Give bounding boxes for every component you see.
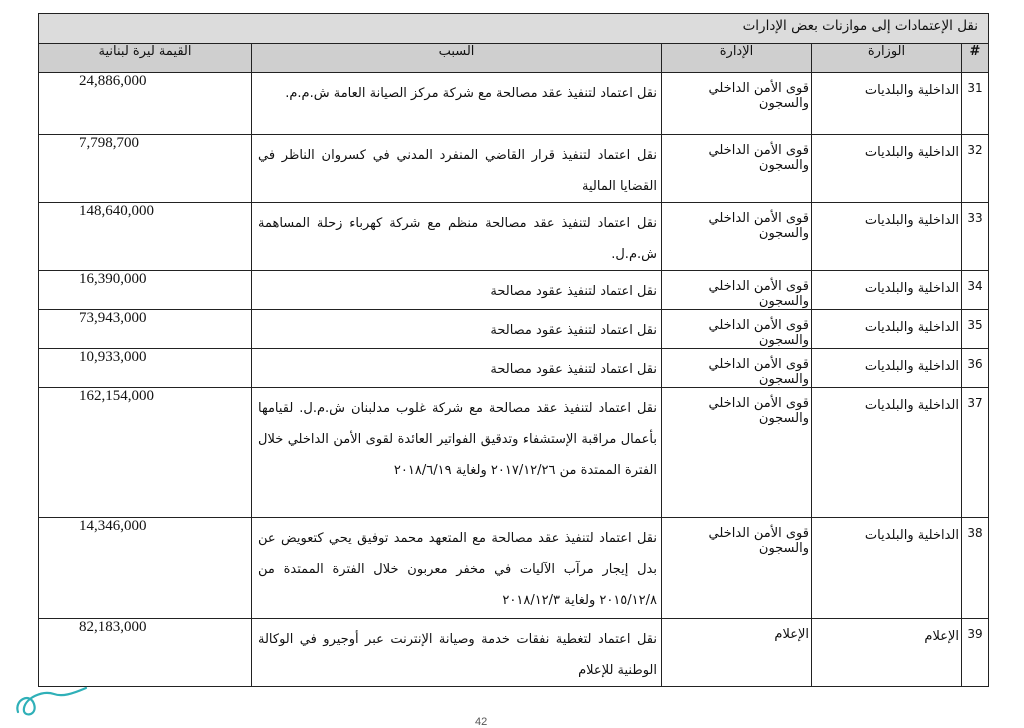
header-ministry: الوزارة <box>812 44 962 73</box>
signature-mark <box>12 682 92 722</box>
department-cell: قوى الأمن الداخلي والسجون <box>662 310 812 349</box>
value-cell: 73,943,000 <box>39 310 252 349</box>
reason-cell: نقل اعتماد لتنفيذ قرار القاضي المنفرد المدني في كسروان الناظر في القضايا المالية <box>252 135 662 203</box>
table-row <box>39 310 989 349</box>
reason-cell: نقل اعتماد لتغطية نفقات خدمة وصيانة الإنترنت عبر أوجيرو في الوكالة الوطنية للإعلام <box>252 619 662 687</box>
table-row <box>39 271 989 310</box>
reason-cell: نقل اعتماد لتنفيذ عقود مصالحة <box>252 271 662 310</box>
ministry-cell: الداخلية والبلديات <box>812 271 962 310</box>
value-cell: 162,154,000 <box>39 388 252 518</box>
value-cell: 7,798,700 <box>39 135 252 203</box>
table-row <box>39 135 989 203</box>
table-row <box>39 518 989 619</box>
table-header-row <box>39 44 989 73</box>
row-number: 39 <box>962 619 989 687</box>
table-row <box>39 619 989 687</box>
header-department: الإدارة <box>662 44 812 73</box>
ministry-cell: الداخلية والبلديات <box>812 388 962 518</box>
department-cell: قوى الأمن الداخلي والسجون <box>662 518 812 619</box>
reason-cell: نقل اعتماد لتنفيذ عقد مصالحة مع المتعهد محمد توفيق يحي كتعويض عن بدل إيجار مرآب الآليات في مخفر معربون خلال الفترة الممتدة من ٢٠١٥/١٢/٨ ولغاية ٢٠١٨/١٢/٣ <box>252 518 662 619</box>
value-cell: 24,886,000 <box>39 73 252 135</box>
department-cell: قوى الأمن الداخلي والسجون <box>662 349 812 388</box>
reason-cell: نقل اعتماد لتنفيذ عقد مصالحة مع شركة مركز الصيانة العامة ش.م.م. <box>252 73 662 135</box>
ministry-cell: الداخلية والبلديات <box>812 203 962 271</box>
reason-cell: نقل اعتماد لتنفيذ عقود مصالحة <box>252 310 662 349</box>
table-title-row <box>39 14 989 44</box>
ministry-cell: الإعلام <box>812 619 962 687</box>
department-cell: قوى الأمن الداخلي والسجون <box>662 203 812 271</box>
ministry-cell: الداخلية والبلديات <box>812 135 962 203</box>
row-number: 35 <box>962 310 989 349</box>
value-cell: 148,640,000 <box>39 203 252 271</box>
header-num: # <box>962 44 989 73</box>
table-row <box>39 388 989 518</box>
department-cell: الإعلام <box>662 619 812 687</box>
row-number: 37 <box>962 388 989 518</box>
row-number: 34 <box>962 271 989 310</box>
department-cell: قوى الأمن الداخلي والسجون <box>662 135 812 203</box>
row-number: 33 <box>962 203 989 271</box>
department-cell: قوى الأمن الداخلي والسجون <box>662 73 812 135</box>
value-cell: 14,346,000 <box>39 518 252 619</box>
header-value: القيمة ليرة لبنانية <box>39 44 252 73</box>
reason-cell: نقل اعتماد لتنفيذ عقود مصالحة <box>252 349 662 388</box>
ministry-cell: الداخلية والبلديات <box>812 73 962 135</box>
row-number: 31 <box>962 73 989 135</box>
row-number: 38 <box>962 518 989 619</box>
credit-transfer-table <box>38 13 989 687</box>
row-number: 32 <box>962 135 989 203</box>
value-cell: 10,933,000 <box>39 349 252 388</box>
reason-cell: نقل اعتماد لتنفيذ عقد مصالحة مع شركة غلوب مدلبنان ش.م.ل. لقيامها بأعمال مراقبة الإستشفاء وتدقيق الفواتير العائدة لقوى الأمن الداخلي خلال الفترة الممتدة من ٢٠١٧/١٢/٢٦ ولغاية ٢٠١٨/٦/١٩ <box>252 388 662 518</box>
ministry-cell: الداخلية والبلديات <box>812 310 962 349</box>
ministry-cell: الداخلية والبلديات <box>812 349 962 388</box>
table-title: نقل الإعتمادات إلى موازنات بعض الإدارات <box>39 14 989 44</box>
value-cell: 16,390,000 <box>39 271 252 310</box>
ministry-cell: الداخلية والبلديات <box>812 518 962 619</box>
table-row <box>39 73 989 135</box>
department-cell: قوى الأمن الداخلي والسجون <box>662 271 812 310</box>
header-reason: السبب <box>252 44 662 73</box>
page-number: 42 <box>475 716 488 728</box>
row-number: 36 <box>962 349 989 388</box>
table-row <box>39 203 989 271</box>
value-cell: 82,183,000 <box>39 619 252 687</box>
table-body <box>39 73 989 687</box>
reason-cell: نقل اعتماد لتنفيذ عقد مصالحة منظم مع شركة كهرباء زحلة المساهمة ش.م.ل. <box>252 203 662 271</box>
table-row <box>39 349 989 388</box>
department-cell: قوى الأمن الداخلي والسجون <box>662 388 812 518</box>
